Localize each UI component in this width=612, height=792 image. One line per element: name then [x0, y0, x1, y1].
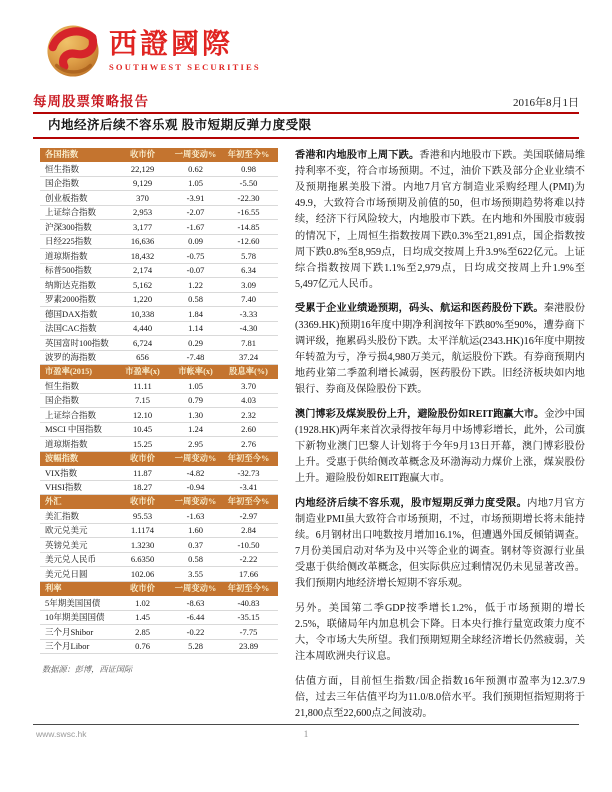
row-value: -0.07 — [186, 265, 205, 276]
commentary-paragraph — [295, 407, 585, 488]
row-value: -7.48 — [186, 352, 205, 363]
row-value: 17.66 — [238, 568, 259, 579]
paragraph-lead: 受累于企业业绩逊预期，码头、航运和医药股份下跌。 — [295, 303, 544, 315]
column-header: 收市价 — [130, 583, 155, 593]
commentary-paragraph — [295, 148, 585, 293]
row-value: 2.60 — [241, 424, 256, 435]
data-table — [40, 582, 278, 654]
row-value: 5.28 — [188, 641, 203, 652]
row-value: 3.70 — [241, 380, 256, 391]
row-value: 2.85 — [135, 626, 150, 637]
column-header: 收市价 — [130, 150, 155, 159]
row-value: 102.06 — [130, 568, 155, 579]
table-header-row — [40, 148, 278, 162]
row-value: 2,953 — [132, 207, 153, 218]
row-label: 标普500指数 — [45, 265, 92, 276]
table-row — [40, 625, 278, 639]
row-value: 6.6350 — [130, 554, 155, 565]
column-header: 一周变动% — [174, 150, 217, 159]
row-label: 沪深300指数 — [45, 221, 92, 232]
row-label: 三个月Libor — [45, 641, 90, 652]
row-value: 0.58 — [188, 294, 203, 305]
column-header: 年初至今% — [227, 453, 270, 463]
row-value: -2.22 — [239, 554, 258, 565]
row-value: -4.82 — [186, 467, 205, 478]
row-value: 2.76 — [241, 438, 256, 449]
table-row — [40, 611, 278, 625]
row-value: 0.79 — [188, 395, 203, 406]
row-label: 10年期美国国债 — [45, 612, 105, 623]
row-value: -10.50 — [237, 539, 260, 550]
row-label: 道琼斯指数 — [45, 438, 88, 449]
row-label: 德国DAX指数 — [45, 308, 98, 319]
footer-divider — [33, 724, 579, 725]
row-value: 11.87 — [133, 467, 152, 478]
row-value: 1.84 — [188, 308, 203, 319]
row-value: 11.11 — [133, 380, 152, 391]
table-row — [40, 249, 278, 263]
row-value: 9,129 — [132, 178, 153, 189]
row-value: 10,338 — [130, 308, 155, 319]
row-value: -8.63 — [186, 597, 205, 608]
table-row — [40, 509, 278, 523]
table-row — [40, 235, 278, 249]
column-header: 一周变动% — [174, 583, 217, 593]
row-value: -12.60 — [237, 236, 260, 247]
row-value: -14.85 — [237, 221, 260, 232]
row-value: 1.05 — [188, 178, 203, 189]
data-source-note: 数据源：彭博，西证国际 — [42, 665, 133, 675]
report-headline: 内地经济后续不容乐观 股市短期反弹力度受限 — [33, 112, 579, 139]
table-row — [40, 481, 278, 495]
logo-text-block — [109, 24, 261, 72]
column-header: 市盈率(x) — [125, 367, 160, 377]
commentary-paragraph — [295, 601, 585, 665]
table-row — [40, 379, 278, 393]
row-label: 三个月Shibor — [45, 626, 94, 637]
row-value: -3.91 — [186, 192, 205, 203]
row-value: 4.03 — [241, 395, 256, 406]
table-row — [40, 220, 278, 234]
row-label: 波罗的海指数 — [45, 352, 97, 363]
paragraph-body: 另外。美国第二季GDP按季增长1.2%，低于市场预期的增长2.5%，联储局年内加息机会下降。日本央行推行量宽政策力度不大，令市场大失所望。我们预期短期全球经济增长仍然疲弱，关注本周欧洲央行议息。 — [295, 602, 585, 663]
row-value: -4.30 — [239, 323, 258, 334]
row-value: 0.58 — [188, 554, 203, 565]
table-header-row — [40, 452, 278, 466]
row-value: -16.55 — [237, 207, 260, 218]
row-value: -1.67 — [186, 221, 205, 232]
row-value: -5.50 — [239, 178, 258, 189]
row-value: 1.1174 — [130, 525, 155, 536]
paragraph-body: 内地7月官方制造业PMI虽大致符合市场预期，不过，市场预期增长将未能持续。6月钢材出口吨数按月增加16.1%，但遭遇外国反倾销调查。7月份美国启动对华为及中兴等企业的调查。钢材等资源行业虽受惠于供给侧改革概念，但实际供应过剩情况仍未见显著改善。我们预期内地经济增长短期不容乐观。 — [295, 497, 586, 590]
table-row — [40, 423, 278, 437]
table-title: 各国指数 — [45, 150, 79, 159]
table-header-row — [40, 582, 278, 596]
row-label: 英镑兑美元 — [45, 539, 88, 550]
row-value: 1.14 — [188, 323, 203, 334]
row-value: 23.89 — [238, 641, 259, 652]
row-value: 6.34 — [241, 265, 256, 276]
footer-website: www.swsc.hk — [36, 729, 87, 739]
row-value: 3.09 — [241, 279, 256, 290]
data-table — [40, 148, 278, 365]
market-tables — [40, 148, 278, 654]
row-value: -3.41 — [239, 482, 258, 493]
paragraph-body: 估值方面，目前恒生指数/国企指数16年预测市盈率为12.3/7.9倍，过去三年估值平均为11.0/8.0倍水平。我们预期恒指短期将于21,800点至22,600点之间波动。 — [295, 675, 585, 719]
paragraph-lead: 澳门博彩及煤炭股份上升，避险股份如REIT跑赢大市。 — [295, 408, 545, 420]
row-value: -1.63 — [186, 510, 205, 521]
row-label: 创业板指数 — [45, 192, 88, 203]
column-header: 年初至今% — [227, 583, 270, 593]
row-label: VIX指数 — [45, 467, 78, 478]
row-label: 5年期美国国债 — [45, 597, 101, 608]
row-label: 国企指数 — [45, 395, 80, 406]
report-type-title: 每周股票策略报告 — [33, 94, 149, 109]
column-header: 年初至今% — [227, 150, 270, 159]
table-header-row — [40, 365, 278, 379]
row-value: 3.55 — [188, 568, 203, 579]
row-label: 英国富时100指数 — [45, 337, 109, 348]
row-value: 1.05 — [188, 380, 203, 391]
row-value: 2.84 — [241, 525, 256, 536]
row-label: 道琼斯指数 — [45, 250, 88, 261]
company-logo — [46, 24, 261, 78]
row-label: 美元兑日圆 — [45, 568, 88, 579]
column-header: 收市价 — [130, 453, 155, 463]
row-value: -0.75 — [186, 250, 205, 261]
table-row — [40, 322, 278, 336]
row-value: 370 — [136, 192, 149, 203]
row-value: -40.83 — [237, 597, 260, 608]
column-header: 股息率(%) — [229, 367, 268, 377]
row-value: 0.76 — [135, 641, 150, 652]
row-value: 1.45 — [135, 612, 150, 623]
table-row — [40, 206, 278, 220]
row-label: MSCI 中国指数 — [45, 424, 102, 435]
table-header-row — [40, 495, 278, 509]
table-row — [40, 177, 278, 191]
row-label: 纳斯达克指数 — [45, 279, 97, 290]
content-area — [40, 148, 585, 731]
table-row — [40, 264, 278, 278]
row-value: 2.95 — [188, 438, 203, 449]
row-value: 2.32 — [241, 409, 256, 420]
table-row — [40, 640, 278, 654]
row-value: 4,440 — [132, 323, 153, 334]
table-title: 波幅指数 — [45, 453, 79, 463]
commentary — [295, 148, 585, 722]
column-header: 收市价 — [130, 497, 155, 507]
row-value: -7.75 — [239, 626, 258, 637]
report-date: 2016年8月1日 — [513, 97, 579, 109]
table-row — [40, 351, 278, 365]
row-label: 日经225指数 — [45, 236, 92, 247]
table-row — [40, 408, 278, 422]
row-value: 37.24 — [238, 352, 259, 363]
row-value: 7.40 — [241, 294, 256, 305]
row-value: -22.30 — [237, 192, 260, 203]
row-value: 1.60 — [188, 525, 203, 536]
row-value: -0.94 — [186, 482, 205, 493]
commentary-paragraph — [295, 496, 585, 593]
row-value: -0.22 — [186, 626, 205, 637]
paragraph-body: 秦港股份(3369.HK)预期16年度中期净利润按年下跌80%至90%，遭券商下调评级，拖累码头股份下跌。太平洋航运(2343.HK)16年度中期按年转盈为亏，净亏损4,980万美元，航运股份下跌。有券商预期内地药业第二季盈利增长减弱，医药股份下跌。旧经济板块如内地银行、券商及保险股份下跌。 — [295, 303, 586, 396]
row-label: 欧元兑美元 — [45, 525, 88, 536]
row-value: 7.81 — [241, 337, 256, 348]
paragraph-body: 金沙中国(1928.HK)两年来首次录得按年每月中场博彩增长，此外，公司旗下新物业澳门巴黎人计划将于今年9月13日开幕，澳门博彩股份上升。受惠于供给侧改革概念及环渤海动力煤价上涨，煤炭股份上升。避险股份如REIT跑赢大市。 — [295, 408, 585, 485]
commentary-column — [295, 148, 585, 731]
column-header: 一周变动% — [174, 497, 217, 507]
market-data-column — [40, 148, 278, 731]
table-title: 外汇 — [45, 497, 62, 507]
row-value: 1.24 — [188, 424, 203, 435]
row-value: -35.15 — [237, 612, 260, 623]
row-value: 18,432 — [130, 250, 155, 261]
table-row — [40, 524, 278, 538]
table-row — [40, 191, 278, 205]
row-value: 10.45 — [132, 424, 153, 435]
data-table — [40, 495, 278, 582]
row-value: 95.53 — [132, 510, 153, 521]
row-value: 1.3230 — [130, 539, 155, 550]
logo-swirl-icon — [46, 24, 100, 78]
logo-name-english: SOUTHWEST SECURITIES — [109, 62, 261, 72]
row-value: 22,129 — [130, 163, 155, 174]
row-value: -32.73 — [237, 467, 260, 478]
footer-page-number: 1 — [303, 729, 309, 739]
row-label: 恒生指数 — [45, 163, 80, 174]
table-row — [40, 293, 278, 307]
commentary-paragraph — [295, 301, 585, 398]
column-header: 市帐率(x) — [178, 367, 213, 377]
table-row — [40, 437, 278, 451]
row-value: 2,174 — [132, 265, 153, 276]
row-label: 美汇指数 — [45, 510, 80, 521]
row-value: 0.62 — [188, 163, 203, 174]
row-value: 0.98 — [241, 163, 256, 174]
row-value: 16,636 — [130, 236, 155, 247]
table-row — [40, 553, 278, 567]
data-table — [40, 452, 278, 495]
paragraph-body: 香港和内地股市下跌。美国联储局维持利率不变，符合市场预期。不过，油价下跌及部分企业业绩不及预期拖累美股下滑。内地7月官方制造业采购经理人(PMI)为49.9，大致符合市场预期及前值的50，但市场预期趋势将难以持续，经济下行风险较大，内地股市下跌。在内地和外围股市疲弱的情况下，上周恒生指数按周下跌0.3%至21,891点，国企指数按周下跌0.8%至8,959点，日均成交按周上升3.9%至622亿元。上证综合指数按周下跌1.1%至2,979点，日均成交按周上升1.9%至5,497亿元人民币。 — [295, 150, 586, 290]
row-value: -3.33 — [239, 308, 258, 319]
row-value: 1.02 — [135, 597, 150, 608]
row-value: 656 — [136, 352, 149, 363]
table-row — [40, 466, 278, 480]
row-value: 1,220 — [132, 294, 153, 305]
table-row — [40, 596, 278, 610]
row-value: -2.07 — [186, 207, 205, 218]
column-header: 年初至今% — [227, 497, 270, 507]
row-value: 1.22 — [188, 279, 203, 290]
row-value: 15.25 — [132, 438, 153, 449]
paragraph-lead: 香港和内地股市上周下跌。 — [295, 150, 420, 161]
row-value: -6.44 — [186, 612, 205, 623]
row-value: 0.09 — [188, 236, 203, 247]
commentary-paragraph — [295, 674, 585, 722]
row-label: 国企指数 — [45, 178, 80, 189]
row-value: 12.10 — [132, 409, 153, 420]
row-label: 美元兑人民币 — [45, 554, 97, 565]
report-title-bar — [33, 90, 579, 114]
row-label: 上证综合指数 — [45, 207, 97, 218]
row-value: 18.27 — [132, 482, 153, 493]
table-row — [40, 307, 278, 321]
table-row — [40, 336, 278, 350]
row-value: 1.30 — [188, 409, 203, 420]
paragraph-lead: 内地经济后续不容乐观，股市短期反弹力度受限。 — [295, 497, 528, 509]
table-title: 利率 — [45, 583, 62, 593]
column-header: 一周变动% — [174, 453, 217, 463]
data-table — [40, 365, 278, 452]
row-value: 3,177 — [132, 221, 153, 232]
row-value: 6,724 — [132, 337, 153, 348]
table-title: 市盈率(2015) — [45, 367, 93, 377]
row-label: 法国CAC指数 — [45, 323, 97, 334]
row-label: VHSI指数 — [45, 482, 82, 493]
row-value: 0.37 — [188, 539, 203, 550]
row-value: -2.97 — [239, 510, 258, 521]
row-label: 上证综合指数 — [45, 409, 97, 420]
table-row — [40, 567, 278, 581]
row-value: 0.29 — [188, 337, 203, 348]
row-value: 7.15 — [135, 395, 150, 406]
row-label: 罗素2000指数 — [45, 294, 97, 305]
row-value: 5,162 — [132, 279, 153, 290]
table-row — [40, 162, 278, 176]
row-value: 5.78 — [241, 250, 256, 261]
table-row — [40, 278, 278, 292]
table-row — [40, 394, 278, 408]
table-row — [40, 538, 278, 552]
row-label: 恒生指数 — [45, 380, 80, 391]
logo-name-chinese: 西證國際 — [109, 29, 234, 60]
